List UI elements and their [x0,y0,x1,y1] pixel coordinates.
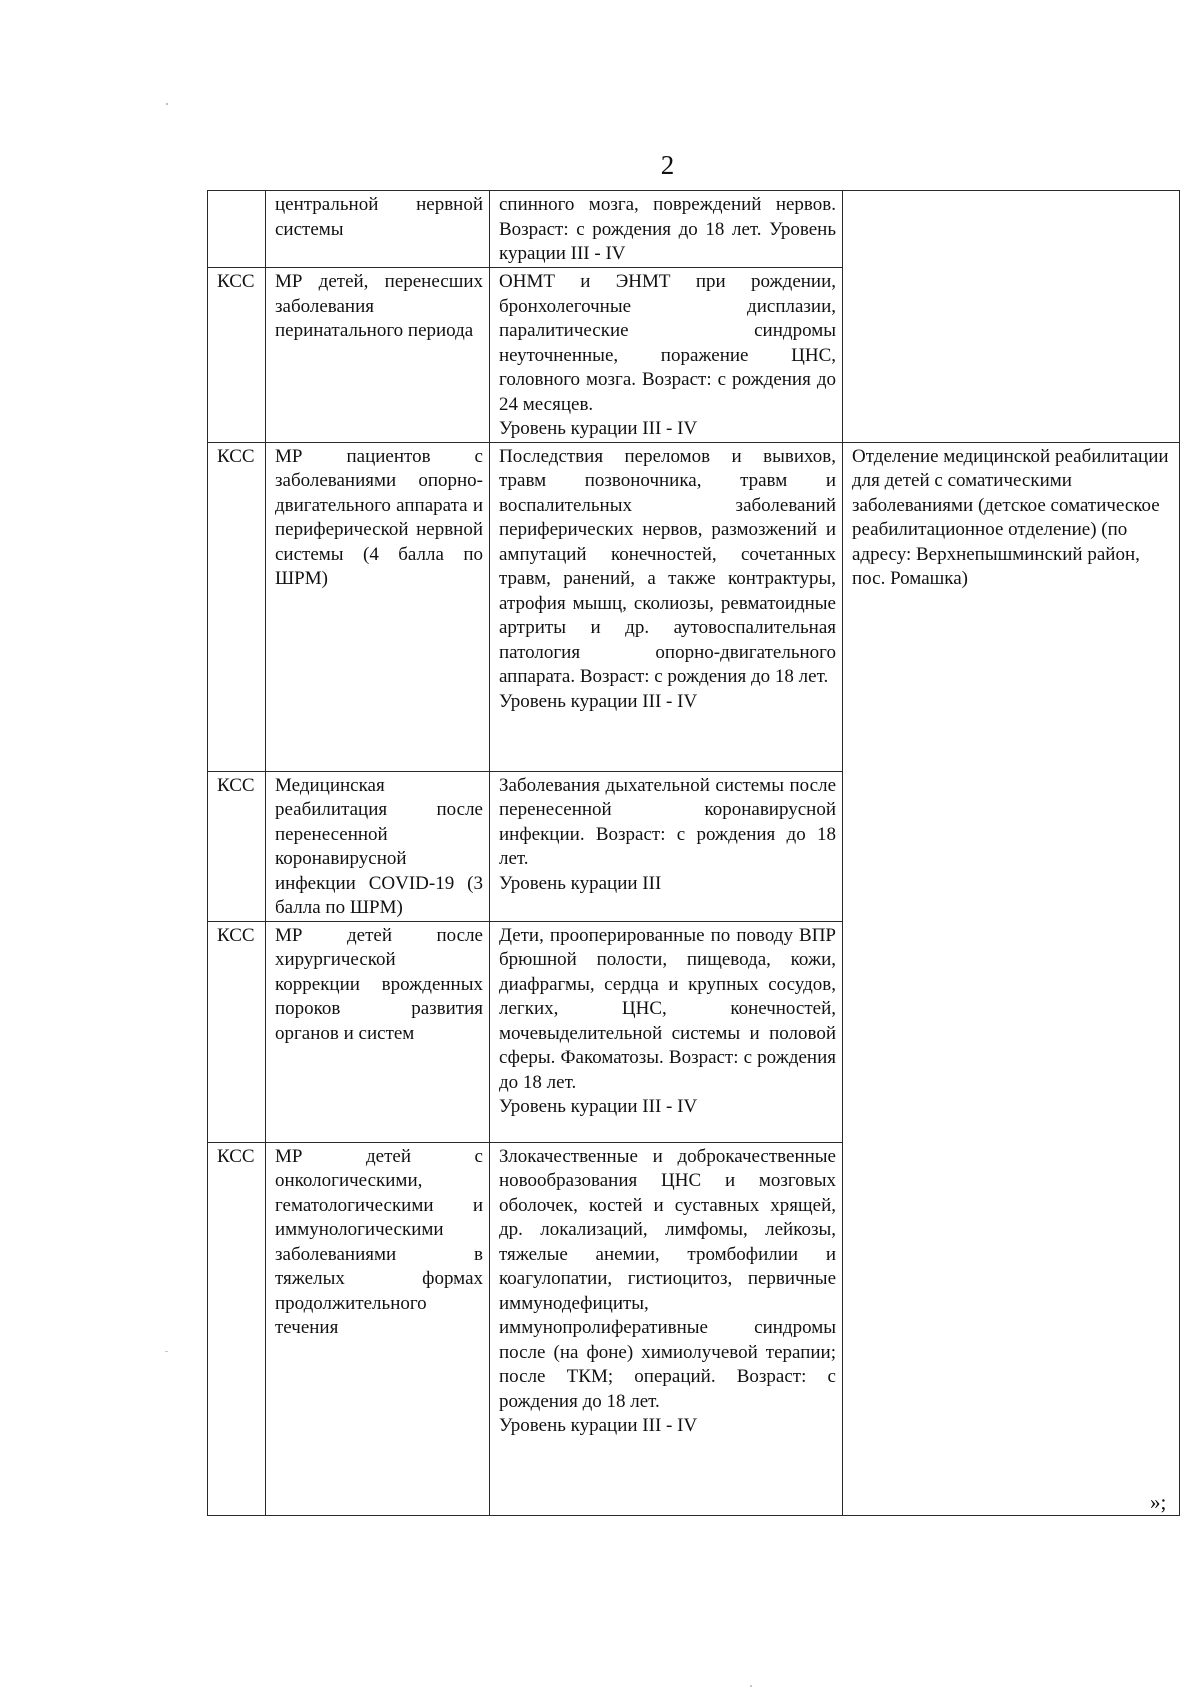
closing-quote-mark: »; [1150,1489,1167,1514]
profile-cell: МР пациентов с заболеваниями опорно-двигательного аппарата и периферической нервной системы (4 балла по ШРМ) [266,442,490,771]
scan-speck [750,1685,752,1687]
diagnosis-text: ОНМТ и ЭНМТ при рождении, бронхолегочные дисплазии, паралитические синдромы неуточненные, поражение ЦНС, головного мозга. Возраст: с рождения до 24 месяцев. [499,271,836,415]
department-text: Отделение медицинской реабилитации для детей с соматическими заболеваниями (детское соматическое реабилитационное отделение) (по адресу: Верхнепышминский район, пос. Ромашка) [852,445,1169,589]
scan-speck [166,103,168,105]
diagnosis-cell [490,1142,843,1515]
rehabilitation-table [207,190,1180,1516]
curation-level: Уровень курации III - IV [499,690,698,712]
diagnosis-text: Последствия переломов и вывихов, травм позвоночника, травм и воспалительных заболеваний периферических нервов, размозжений и ампутаций конечностей, сочетанных травм, ранений, а также контрактуры, атрофия мышц, сколиозы, ревматоидные артриты и др. аутовоспалительная патология опорно-двигательного аппарата. Возраст: с рождения до 18 лет. [499,445,836,687]
diagnosis-cell [490,268,843,443]
table-row [208,442,1180,771]
scan-speck [165,1351,168,1352]
curation-level: Уровень курации III - IV [499,418,698,439]
profile-cell: МР детей, перенесших заболевания перинатального периода [266,268,490,443]
code-cell: КСС [208,268,266,443]
table-row [208,191,1180,268]
diagnosis-cell: спинного мозга, повреждений нервов. Возраст: с рождения до 18 лет. Уровень курации III - IV [490,191,843,268]
code-cell: КСС [208,1142,266,1515]
code-cell: КСС [208,442,266,771]
diagnosis-text: Дети, прооперированные по поводу ВПР брюшной полости, пищевода, кожи, диафрагмы, сердца и крупных сосудов, легких, ЦНС, конечностей, мочевыделительной системы и половой сферы. Факоматозы. Возраст: с рождения до 18 лет. [499,924,836,1093]
diagnosis-cell [490,771,843,921]
diagnosis-cell [490,442,843,771]
diagnosis-text: Заболевания дыхательной системы после перенесенной коронавирусной инфекции. Возраст: с рождения до 18 лет. [499,774,836,869]
profile-cell: центральной нервной системы [266,191,490,268]
code-cell: КСС [208,771,266,921]
profile-cell: МР детей с онкологическими, гематологическими и иммунологическими заболеваниями в тяжелых формах продолжительного течения [266,1142,490,1515]
curation-level: Уровень курации III - IV [499,1415,698,1436]
department-cell [843,442,1180,1515]
code-cell: КСС [208,921,266,1142]
curation-level: Уровень курации III [499,872,662,894]
department-cell-empty [843,191,1180,443]
curation-level: Уровень курации III - IV [499,1096,698,1117]
diagnosis-text: Злокачественные и доброкачественные новообразования ЦНС и мозговых оболочек, костей и суставных хрящей, др. локализаций, лимфомы, лейкозы, тяжелые анемии, тромбофилии и коагулопатии, гистиоцитоз, первичные иммунодефициты, иммунопролиферативные синдромы после (на фоне) химиолучевой терапии; после ТКМ; операций. Возраст: с рождения до 18 лет. [499,1145,836,1412]
profile-cell: МР детей после хирургической коррекции врожденных пороков развития органов и систем [266,921,490,1142]
code-cell [208,191,266,268]
profile-cell: Медицинская реабилитация после перенесенной коронавирусной инфекции COVID-19 (3 балла по ШРМ) [266,771,490,921]
page-number: 2 [660,150,675,180]
diagnosis-cell [490,921,843,1142]
